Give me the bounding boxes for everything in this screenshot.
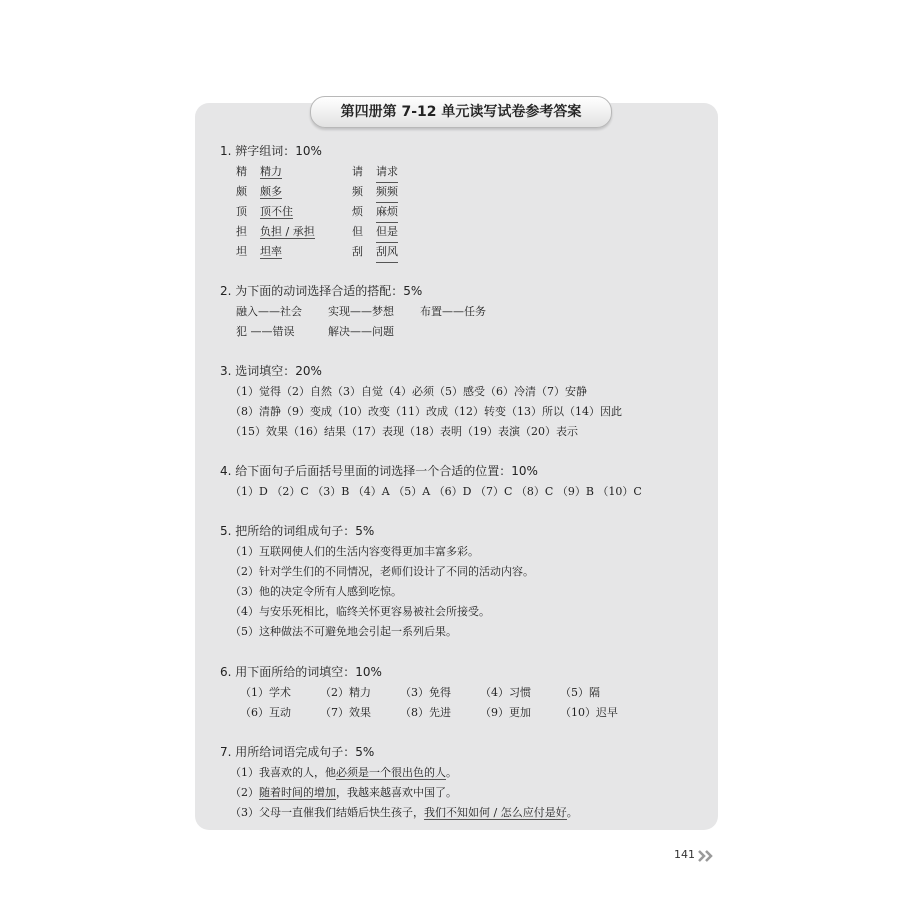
section-6-heading: 6. 用下面所给的词填空：10% [220,665,382,679]
list-item: 担 负担 / 承担 但 但是 [236,222,398,242]
list-item: （1）互联网使人们的生活内容变得更加丰富多彩。 [230,545,479,558]
list-item: （6）互动 （7）效果 （8）先进 （9）更加 （10）迟早 [240,706,618,719]
list-item: （1）我喜欢的人，他必须是一个很出色的人。 [230,766,457,779]
page-title: 第四册第 7-12 单元读写试卷参考答案 [310,96,612,128]
list-item: （4）与安乐死相比，临终关怀更容易被社会所接受。 [230,605,490,618]
section-1 [220,142,398,262]
double-chevron-right-icon [698,850,714,862]
section-7 [220,743,578,823]
list-item: （2）针对学生们的不同情况，老师们设计了不同的活动内容。 [230,565,534,578]
list-item: 顶 顶不住 烦 麻烦 [236,202,398,222]
section-4-heading: 4. 给下面句子后面括号里面的词选择一个合适的位置：10% [220,464,538,478]
section-6 [220,663,618,723]
list-item: 犯 ——错误 解决——问题 [236,325,394,338]
list-item: （5）这种做法不可避免地会引起一系列后果。 [230,625,457,638]
section-5 [220,522,534,642]
section-3-heading: 3. 选词填空：20% [220,364,322,378]
list-item: 颇 颇多 频 频频 [236,182,398,202]
list-item: （8）清静（9）变成（10）改变（11）改成（12）转变（13）所以（14）因此 [230,405,622,418]
section-7-heading: 7. 用所给词语完成句子：5% [220,745,375,759]
list-item: （1）学术 （2）精力 （3）免得 （4）习惯 （5）隔 [240,686,600,699]
list-item: 精 精力 请 请求 [236,162,398,182]
section-4 [220,462,642,502]
section-2 [220,282,486,342]
section-1-heading: 1. 辨字组词：10% [220,144,322,158]
list-item: （3）他的决定令所有人感到吃惊。 [230,585,402,598]
list-item: （1）觉得（2）自然（3）自觉（4）必须（5）感受（6）冷清（7）安静 [230,385,587,398]
list-item: （15）效果（16）结果（17）表现（18）表明（19）表演（20）表示 [230,425,578,438]
section-5-heading: 5. 把所给的词组成句子：5% [220,524,375,538]
page-number: 141 [674,848,695,861]
list-item: （3）父母一直催我们结婚后快生孩子，我们不知如何 / 怎么应付是好。 [230,806,578,819]
section-3 [220,362,622,442]
list-item: 融入——社会 实现——梦想 布置——任务 [236,305,486,318]
section-2-heading: 2. 为下面的动词选择合适的搭配：5% [220,284,423,298]
list-item: （1）D （2）C （3）B （4）A （5）A （6）D （7）C （8）C （9）B （10）C [230,485,642,498]
list-item: 坦 坦率 刮 刮风 [236,242,398,262]
list-item: （2）随着时间的增加，我越来越喜欢中国了。 [230,786,457,799]
